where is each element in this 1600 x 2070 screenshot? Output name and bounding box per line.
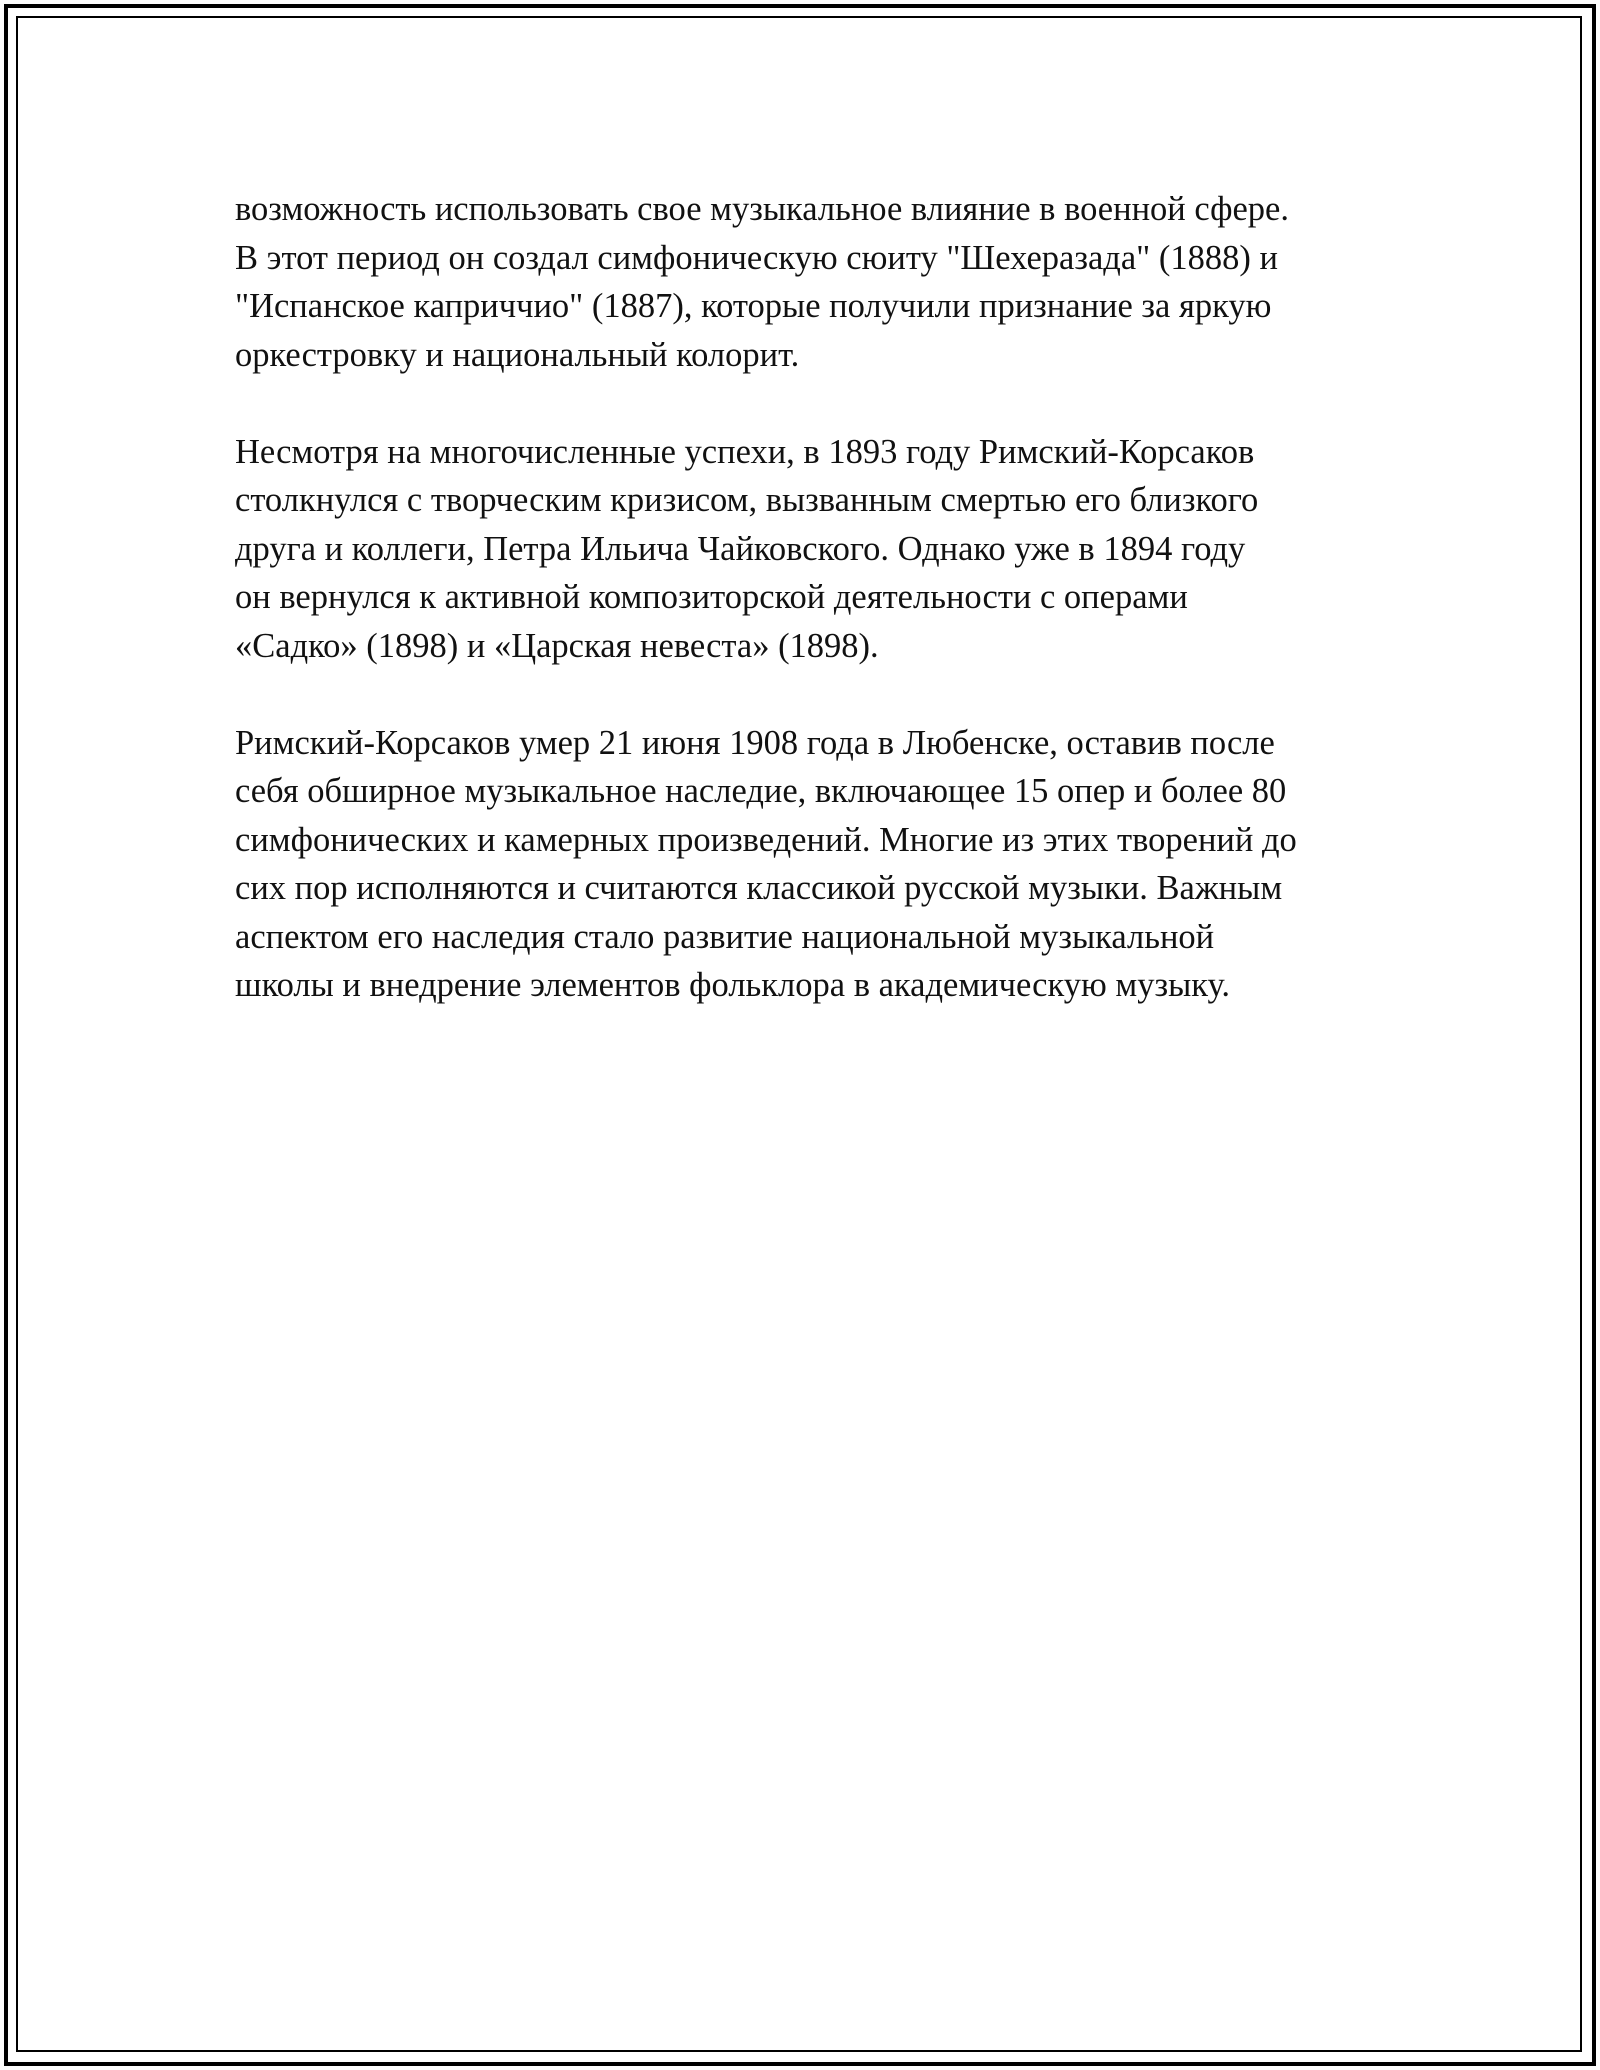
- text-line: себя обширное музыкальное наследие, включающее 15 опер и более 80: [235, 772, 1287, 810]
- text-line: школы и внедрение элементов фольклора в академическую музыку.: [235, 966, 1230, 1004]
- text-line: он вернулся к активной композиторской деятельности с операми: [235, 578, 1188, 616]
- text-line: друга и коллеги, Петра Ильича Чайковского. Однако уже в 1894 году: [235, 529, 1246, 568]
- text-line: Несмотря на многочисленные успехи, в 1893 году Римский-Корсаков: [235, 432, 1255, 471]
- text-line: возможность использовать свое музыкальное влияние в военной сфере.: [235, 190, 1289, 228]
- text-line: «Садко» (1898) и «Царская невеста» (1898).: [235, 626, 879, 665]
- text-line: симфонических и камерных произведений. Многие из этих творений до: [235, 820, 1297, 859]
- text-line: столкнулся с творческим кризисом, вызванным смертью его близкого: [235, 481, 1259, 519]
- text-line: сих пор исполняются и считаются классикой русской музыки. Важным: [235, 869, 1283, 907]
- text-line: В этот период он создал симфоническую сюиту "Шехеразада" (1888) и: [235, 238, 1278, 277]
- paragraph-3: [235, 719, 1385, 1010]
- document-body: [235, 185, 1385, 1058]
- paragraph-2: [235, 428, 1385, 671]
- text-line: Римский-Корсаков умер 21 июня 1908 года в Любенске, оставив после: [235, 723, 1275, 762]
- text-line: "Испанское каприччио" (1887), которые получили признание за яркую: [235, 287, 1272, 325]
- text-line: аспектом его наследия стало развитие национальной музыкальной: [235, 917, 1215, 956]
- paragraph-1: [235, 185, 1385, 379]
- text-line: оркестровку и национальный колорит.: [235, 335, 800, 374]
